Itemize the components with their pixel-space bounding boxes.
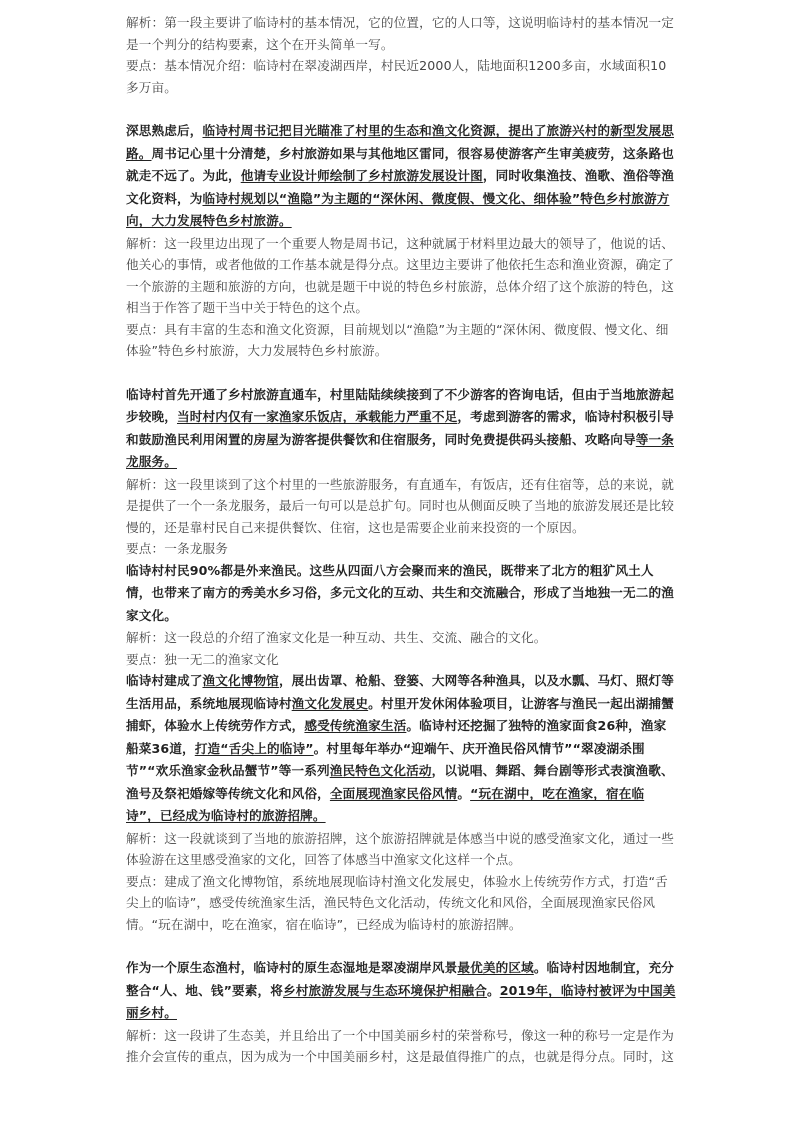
material-paragraph-3 — [126, 384, 676, 474]
text-run: 。 — [486, 982, 500, 998]
text-run: 周书记心里十分清楚，乡村旅游如果与其他地区雷同，很容易使游客产生审美疲劳，这条路也就走不远了。为此， — [126, 145, 674, 183]
paragraph-gap — [126, 935, 676, 957]
analysis-4: 解析：这一段总的介绍了渔家文化是一种互动、共生、交流、融合的文化。 — [126, 630, 547, 645]
analysis-5: 解析：这一段就谈到了当地的旅游招牌，这个旅游招牌就是体感当中说的感受渔家文化，通过一些体验游在这里感受渔家的文化，回答了体感当中渔家文化这样一个点。 — [126, 830, 674, 867]
text-run: 临诗村建成了 — [126, 673, 203, 688]
underlined-run: 2019年，临诗村被评为中国美丽乡村。 — [126, 982, 676, 1020]
text-run: ，展出齿罩、枪船、登篓、大网等各种渔具，以及水瓢、马灯、照灯等生活用品，系统地展现临诗村 — [126, 673, 674, 711]
analysis-6: 解析：这一段讲了生态美，并且给出了一个中国美丽乡村的荣誉称号，像这一种的称号一定是作为推介会宣传的重点，因为成为一个中国美丽乡村，这是最值得推广的点，也就是得分点。同时，这 — [126, 1027, 674, 1064]
key-point-2: 要点：具有丰富的生态和渔文化资源，目前规划以“渔隐”为主题的“深休闲、微度假、慢文化、细体验”特色乡村旅游，大力发展特色乡村旅游。 — [126, 321, 669, 358]
material-paragraph-2 — [126, 120, 676, 233]
paragraph-gap — [126, 98, 676, 120]
material-paragraph-6 — [126, 957, 676, 1025]
underlined-run: 当时村内仅有一家渔家乐饭店，承载能力严重不足 — [176, 409, 458, 424]
paragraph-gap — [126, 362, 676, 384]
key-point-3: 要点：一条龙服务 — [126, 541, 228, 556]
text-run: 。临诗村因地制宜，充分整合“人、地、钱”要素，将 — [126, 960, 674, 998]
underlined-run: “玩在湖中，吃在渔家，宿在临诗”，已经成为临诗村的旅游招牌。 — [126, 785, 645, 823]
underlined-run: 打造“舌尖上的临诗” — [194, 740, 314, 756]
text-run: 。村里开发休闲体验项目，让游客与渔民一起出湖捕蟹捕虾，体验水上传统劳作方式， — [126, 695, 674, 733]
underlined-run: 渔文化发展史 — [291, 695, 369, 711]
text-run: ，考虑到游客的需求，临诗村积极引导和鼓励渔民利用闲置的房屋为游客提供餐饮和住宿服务，同时免费提供码头接船、攻略向导 — [126, 409, 675, 447]
text-run: ，以说唱、舞蹈、舞台剧等形式表演渔歌、渔号及祭祀婚嫁等传统文化和风俗， — [126, 763, 674, 801]
text-run: 。临诗村还挖掘了独特的渔家面食26种，渔家船菜36道， — [126, 718, 667, 756]
underlined-run: 他请专业设计师绘制了乡村旅游发展设计图 — [240, 168, 483, 183]
text-run: 。村里每年举办“迎端午、庆开渔民俗风情节”“翠凌湖杀围节”“欢乐渔家金秋品蟹节”等一系列 — [126, 740, 645, 778]
key-point-1: 要点：基本情况介绍：临诗村在翠凌湖西岸，村民近2000人，陆地面积1200多亩，水域面积10多万亩。 — [126, 58, 667, 95]
text-run: ，同时收集渔技、渔歌、渔俗等渔文化资料，为 — [126, 168, 674, 206]
underlined-run: 渔文化博物馆 — [202, 673, 279, 688]
analysis-2: 解析：这一段里边出现了一个重要人物是周书记，这种就属于材料里边最大的领导了，他说的话、他关心的事情，或者他做的工作基本就是得分点。这里边主要讲了他依托生态和渔业资源，确定了一个旅游的主题和旅游的方向，也就是题干中说的特色乡村旅游，总体介绍了这个旅游的特色，这相当于作答了题干当中关于特色的这个点。 — [126, 235, 674, 315]
text-run: 作为一个原生态渔村，临诗村的原生态湿地是翠凌湖岸风景 — [126, 960, 458, 975]
analysis-1: 解析：第一段主要讲了临诗村的基本情况，它的位置，它的人口等，这说明临诗村的基本情况一定是一个判分的结构要素，这个在开头简单一写。 — [126, 15, 674, 52]
document-page — [126, 12, 676, 1068]
material-paragraph-4: 临诗村村民90%都是外来渔民。这些从四面八方会聚而来的渔民，既带来了北方的粗犷风土人情，也带来了南方的秀美水乡习俗，多元文化的互动、共生和交流融合，形成了当地独一无二的渔家文化。 — [126, 562, 674, 623]
key-point-4: 要点：独一无二的渔家文化 — [126, 651, 279, 667]
underlined-run: 感受传统渔家生活 — [304, 718, 407, 733]
underlined-run: 等一条龙服务。 — [126, 431, 674, 469]
text-run: 深思熟虑后， — [126, 123, 203, 138]
material-paragraph-5 — [126, 670, 676, 828]
underlined-run: 全面展现渔家民俗风情 — [329, 785, 458, 801]
underlined-run: 临诗村规划以“渔隐”为主题的“深休闲、微度假、慢文化、细体验”特色乡村旅游方向，大力发展特色乡村旅游。 — [126, 190, 670, 228]
underlined-run: 乡村旅游发展与生态环境保护相融合 — [283, 982, 487, 998]
underlined-run: 临诗村周书记把目光瞄准了村里的生态和渔文化资源，提出了旅游兴村的新型发展思路。 — [126, 123, 674, 161]
text-run: 。 — [457, 785, 471, 801]
text-run: 临诗村首先开通了乡村旅游直通车，村里陆陆续续接到了不少游客的咨询电话，但由于当地旅游起步较晚， — [126, 386, 674, 424]
underlined-run: 渔民特色文化活动 — [329, 763, 432, 778]
key-point-5: 要点：建成了渔文化博物馆，系统地展现临诗村渔文化发展史，体验水上传统劳作方式，打造“舌尖上的临诗”，感受传统渔家生活，渔民特色文化活动，传统文化和风俗，全面展现渔家民俗风情。“玩在湖中，吃在渔家，宿在临诗”，已经成为临诗村的旅游招牌。 — [126, 873, 668, 932]
analysis-3: 解析：这一段里谈到了这个村里的一些旅游服务，有直通车，有饭店，还有住宿等，总的来说，就是提供了一个一条龙服务，最后一句可以是总扩句。同时也从侧面反映了当地的旅游发展还是比较慢的，还是靠村民自己来提供餐饮、住宿，这也是需要企业前来投资的一个原因。 — [126, 476, 674, 535]
underlined-run: 最优美的区域 — [457, 960, 534, 975]
